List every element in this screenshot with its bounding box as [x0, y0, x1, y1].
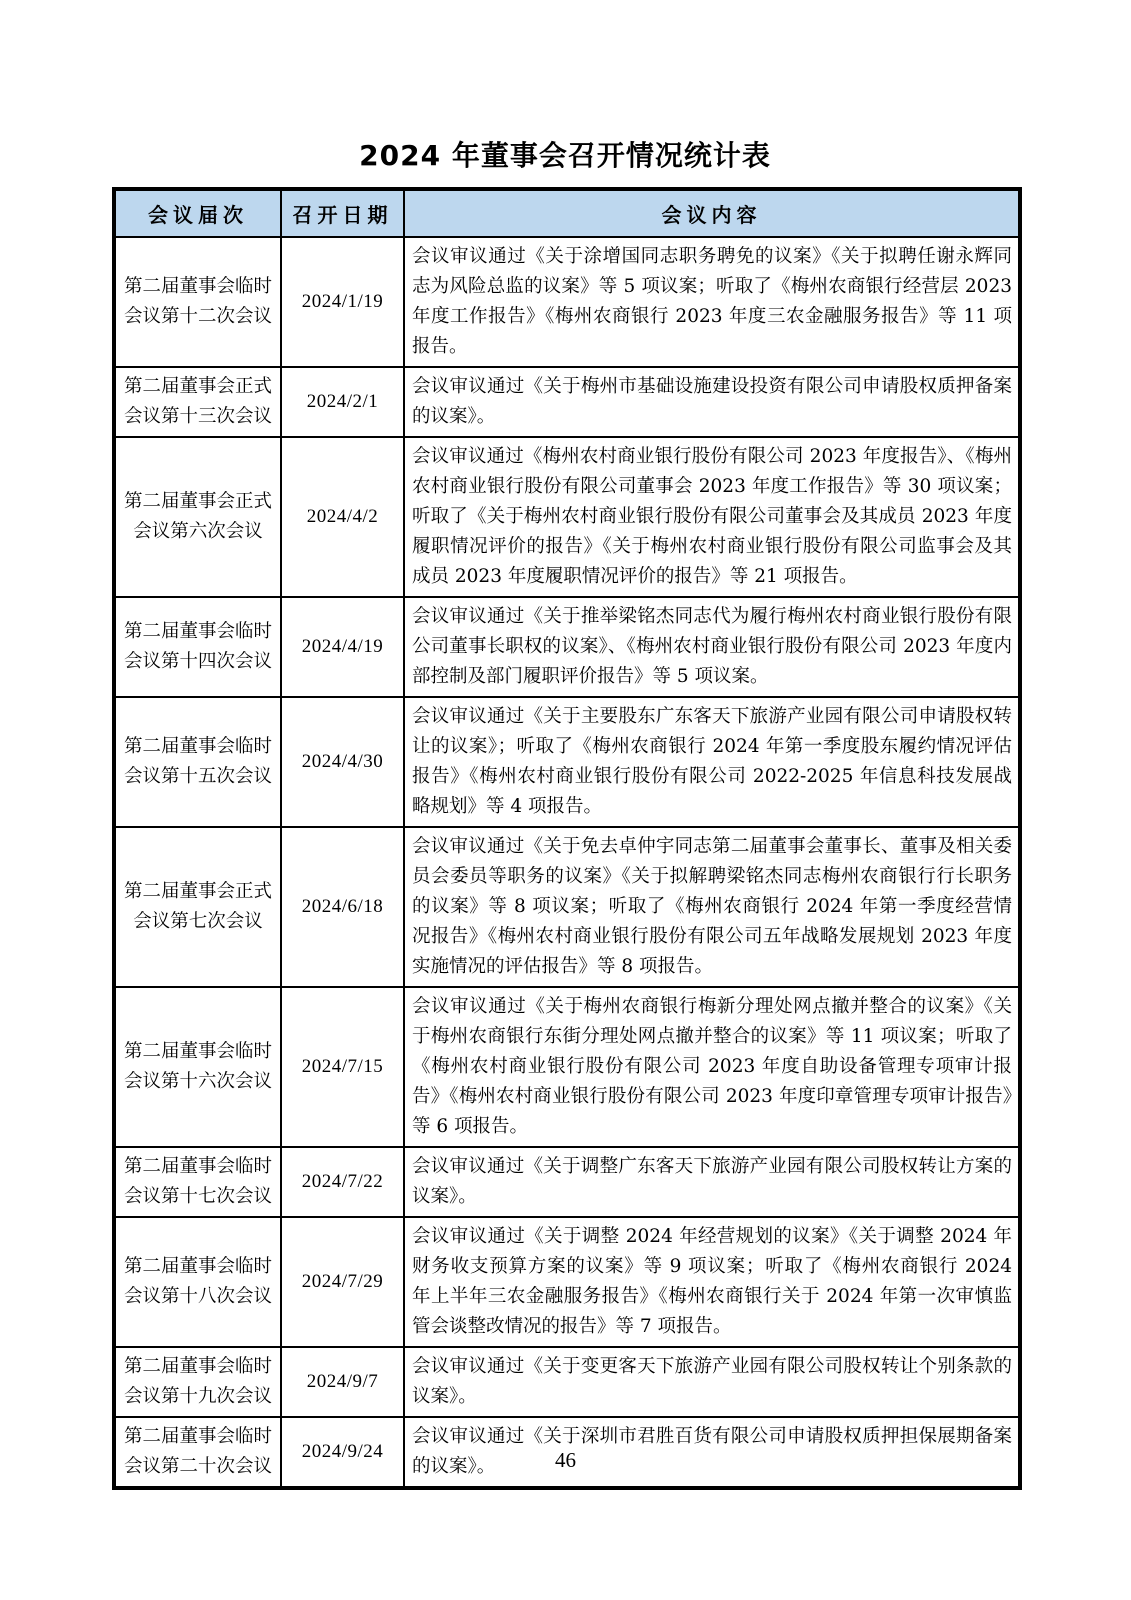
table-row — [114, 1217, 1020, 1347]
page-title: 2024 年董事会召开情况统计表 — [359, 139, 771, 172]
table-row — [114, 367, 1020, 437]
header-session: 会议届次 — [114, 189, 281, 237]
table-row — [114, 597, 1020, 697]
date-cell: 2024/9/24 — [281, 1417, 404, 1488]
session-cell: 第二届董事会临时会议第十六次会议 — [114, 987, 281, 1147]
content-cell: 会议审议通过《关于调整 2024 年经营规划的议案》《关于调整 2024 年财务收支预算方案的议案》等 9 项议案；听取了《梅州农商银行 2024 年上半年三农金融服务报告》《梅州农商银行关于 2024 年第一次审慎监管会谈整改情况的报告》等 7 项报告。 — [404, 1217, 1020, 1347]
table-row — [114, 1347, 1020, 1417]
session-cell: 第二届董事会临时会议第十二次会议 — [114, 237, 281, 367]
date-cell: 2024/2/1 — [281, 367, 404, 437]
table-row — [114, 827, 1020, 987]
table-row — [114, 437, 1020, 597]
content-cell: 会议审议通过《关于调整广东客天下旅游产业园有限公司股权转让方案的议案》。 — [404, 1147, 1020, 1217]
meetings-table — [112, 187, 1022, 1490]
document-body — [112, 134, 1018, 1490]
table-row — [114, 697, 1020, 827]
content-cell: 会议审议通过《关于主要股东广东客天下旅游产业园有限公司申请股权转让的议案》；听取了《梅州农商银行 2024 年第一季度股东履约情况评估报告》《梅州农村商业银行股份有限公司 2022-2025 年信息科技发展战略规划》等 4 项报告。 — [404, 697, 1020, 827]
content-cell: 会议审议通过《关于梅州农商银行梅新分理处网点撤并整合的议案》《关于梅州农商银行东街分理处网点撤并整合的议案》等 11 项议案；听取了《梅州农村商业银行股份有限公司 2023 年度自助设备管理专项审计报告》《梅州农村商业银行股份有限公司 2023 年度印章管理专项审计报告》等 6 项报告。 — [404, 987, 1020, 1147]
session-cell: 第二届董事会临时会议第二十次会议 — [114, 1417, 281, 1488]
date-cell: 2024/6/18 — [281, 827, 404, 987]
content-cell: 会议审议通过《梅州农村商业银行股份有限公司 2023 年度报告》、《梅州农村商业银行股份有限公司董事会 2023 年度工作报告》等 30 项议案；听取了《关于梅州农村商业银行股份有限公司董事会及其成员 2023 年度履职情况评价的报告》《关于梅州农村商业银行股份有限公司监事会及其成员 2023 年度履职情况评价的报告》等 21 项报告。 — [404, 437, 1020, 597]
content-cell: 会议审议通过《关于深圳市君胜百货有限公司申请股权质押担保展期备案的议案》。 — [404, 1417, 1020, 1488]
date-cell: 2024/1/19 — [281, 237, 404, 367]
content-cell: 会议审议通过《关于变更客天下旅游产业园有限公司股权转让个别条款的议案》。 — [404, 1347, 1020, 1417]
header-date: 召开日期 — [281, 189, 404, 237]
session-cell: 第二届董事会正式会议第六次会议 — [114, 437, 281, 597]
session-cell: 第二届董事会临时会议第十四次会议 — [114, 597, 281, 697]
session-cell: 第二届董事会临时会议第十五次会议 — [114, 697, 281, 827]
content-cell: 会议审议通过《关于涂增国同志职务聘免的议案》《关于拟聘任谢永辉同志为风险总监的议案》等 5 项议案；听取了《梅州农商银行经营层 2023 年度工作报告》《梅州农商银行 2023 年度三农金融服务报告》等 11 项报告。 — [404, 237, 1020, 367]
page-number: 46 — [555, 1448, 576, 1472]
content-cell: 会议审议通过《关于推举梁铭杰同志代为履行梅州农村商业银行股份有限公司董事长职权的议案》、《梅州农村商业银行股份有限公司 2023 年度内部控制及部门履职评价报告》等 5 项议案。 — [404, 597, 1020, 697]
session-cell: 第二届董事会临时会议第十七次会议 — [114, 1147, 281, 1217]
table-row — [114, 987, 1020, 1147]
table-row — [114, 237, 1020, 367]
session-cell: 第二届董事会临时会议第十八次会议 — [114, 1217, 281, 1347]
session-cell: 第二届董事会临时会议第十九次会议 — [114, 1347, 281, 1417]
table-row — [114, 1147, 1020, 1217]
table-header-row — [114, 189, 1020, 237]
date-cell: 2024/4/19 — [281, 597, 404, 697]
session-cell: 第二届董事会正式会议第七次会议 — [114, 827, 281, 987]
date-cell: 2024/4/30 — [281, 697, 404, 827]
content-cell: 会议审议通过《关于免去卓仲宇同志第二届董事会董事长、董事及相关委员会委员等职务的议案》《关于拟解聘梁铭杰同志梅州农商银行行长职务的议案》等 8 项议案；听取了《梅州农商银行 2024 年第一季度经营情况报告》《梅州农村商业银行股份有限公司五年战略发展规划 2023 年度实施情况的评估报告》等 8 项报告。 — [404, 827, 1020, 987]
session-cell: 第二届董事会正式会议第十三次会议 — [114, 367, 281, 437]
date-cell: 2024/7/15 — [281, 987, 404, 1147]
date-cell: 2024/4/2 — [281, 437, 404, 597]
date-cell: 2024/7/22 — [281, 1147, 404, 1217]
content-cell: 会议审议通过《关于梅州市基础设施建设投资有限公司申请股权质押备案的议案》。 — [404, 367, 1020, 437]
date-cell: 2024/9/7 — [281, 1347, 404, 1417]
header-content: 会议内容 — [404, 189, 1020, 237]
date-cell: 2024/7/29 — [281, 1217, 404, 1347]
